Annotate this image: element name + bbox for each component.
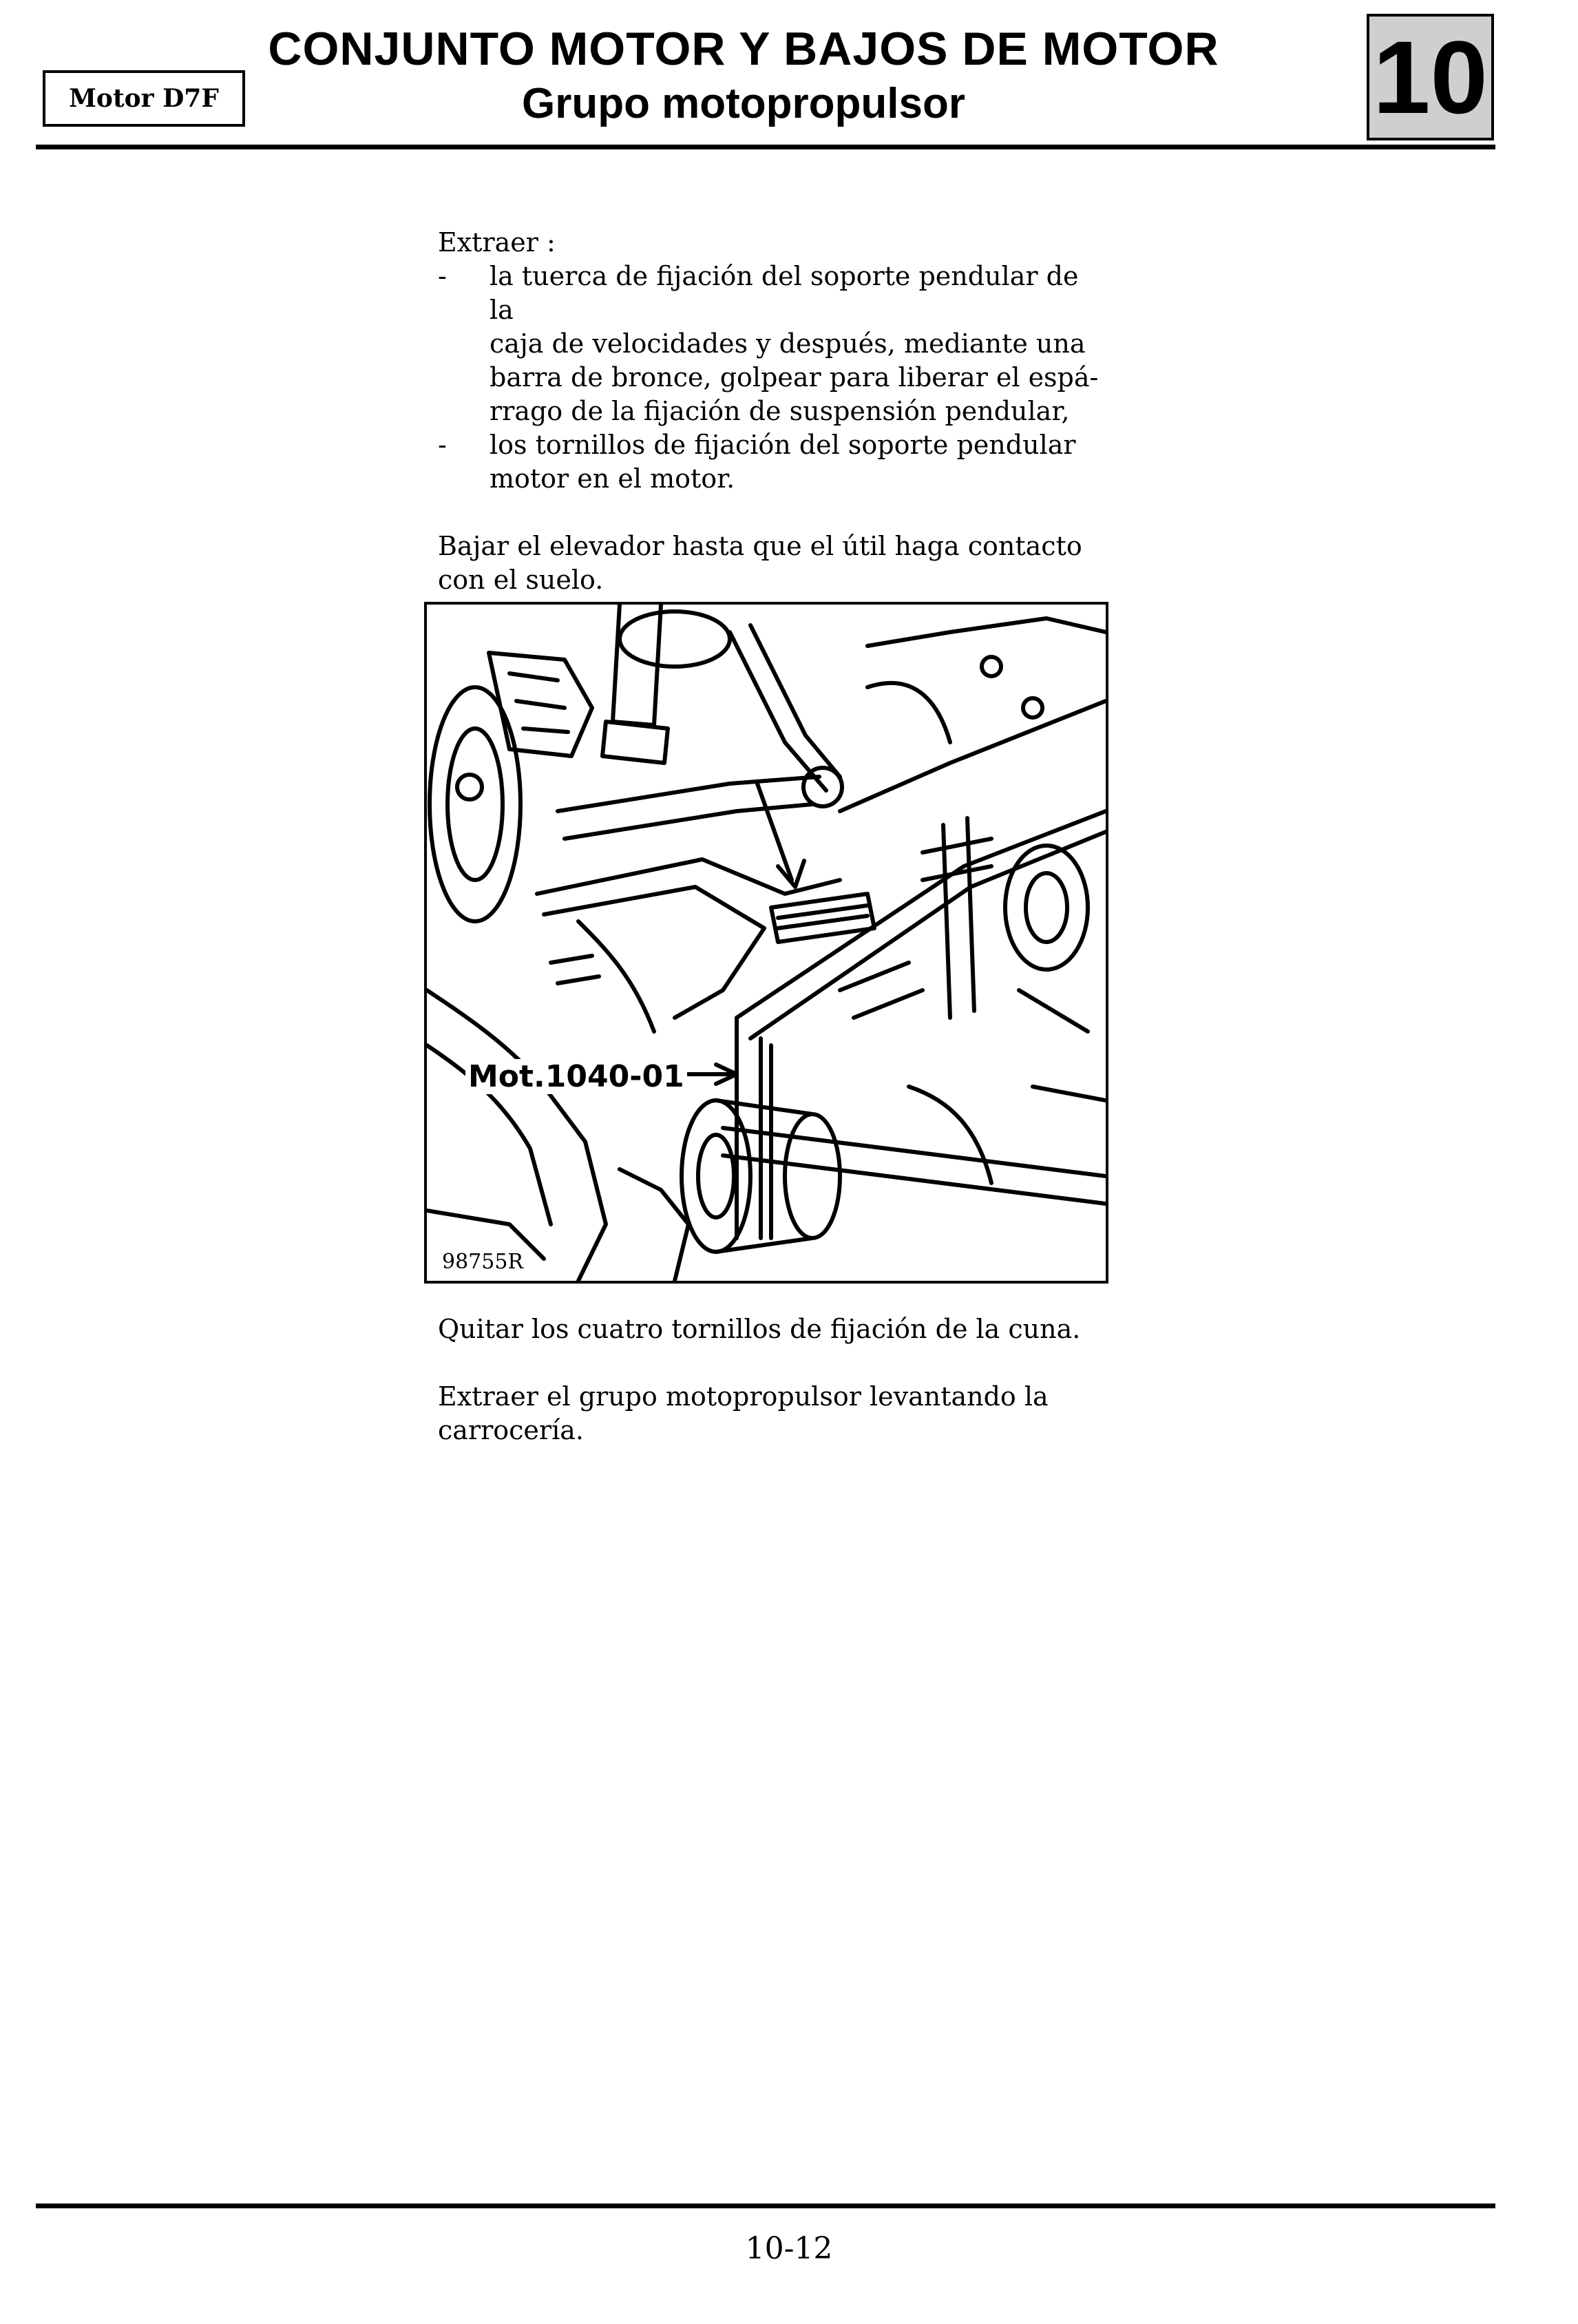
header-divider [36, 145, 1495, 149]
tool-reference-label: Mot.1040-01 [465, 1059, 687, 1094]
page-title: CONJUNTO MOTOR Y BAJOS DE MOTOR [268, 23, 1219, 75]
page-subtitle: Grupo motopropulsor [521, 80, 966, 127]
bullet-line: caja de velocidades y después, mediante una [490, 328, 1086, 359]
bullet-marker: - [438, 261, 447, 291]
list-item [438, 260, 1099, 428]
intro-text: Extraer : [438, 227, 556, 258]
footer-divider [36, 2203, 1495, 2208]
paragraph-line: con el suelo. [438, 565, 604, 595]
paragraph-line: Bajar el elevador hasta que el útil haga contacto [438, 531, 1082, 561]
instructions-bottom [438, 1312, 1099, 1447]
figure-code: 98755R [439, 1250, 526, 1274]
list-item [438, 428, 1099, 496]
engine-illustration [424, 602, 1108, 1284]
paragraph-line: Extraer el grupo motopropulsor levantando la [438, 1381, 1049, 1412]
bullet-line: rrago de la fijación de suspensión pendular, [490, 396, 1070, 426]
section-number-badge: 10 [1367, 14, 1494, 140]
instructions-top [438, 226, 1099, 597]
page-number: 10-12 [745, 2231, 833, 2266]
bullet-line: la tuerca de fijación del soporte pendular de la [490, 261, 1079, 325]
bullet-line: motor en el motor. [490, 463, 735, 494]
engine-drawing-icon [427, 605, 1106, 1281]
paragraph-line: Quitar los cuatro tornillos de fijación de la cuna. [438, 1314, 1081, 1344]
bullet-marker: - [438, 430, 447, 460]
paragraph-line: carrocería. [438, 1415, 584, 1445]
engine-label: Motor D7F [43, 70, 245, 127]
bullet-line: barra de bronce, golpear para liberar el espá- [490, 362, 1099, 392]
header-title-block [248, 21, 1239, 131]
bullet-line: los tornillos de fijación del soporte pendular [490, 430, 1076, 460]
